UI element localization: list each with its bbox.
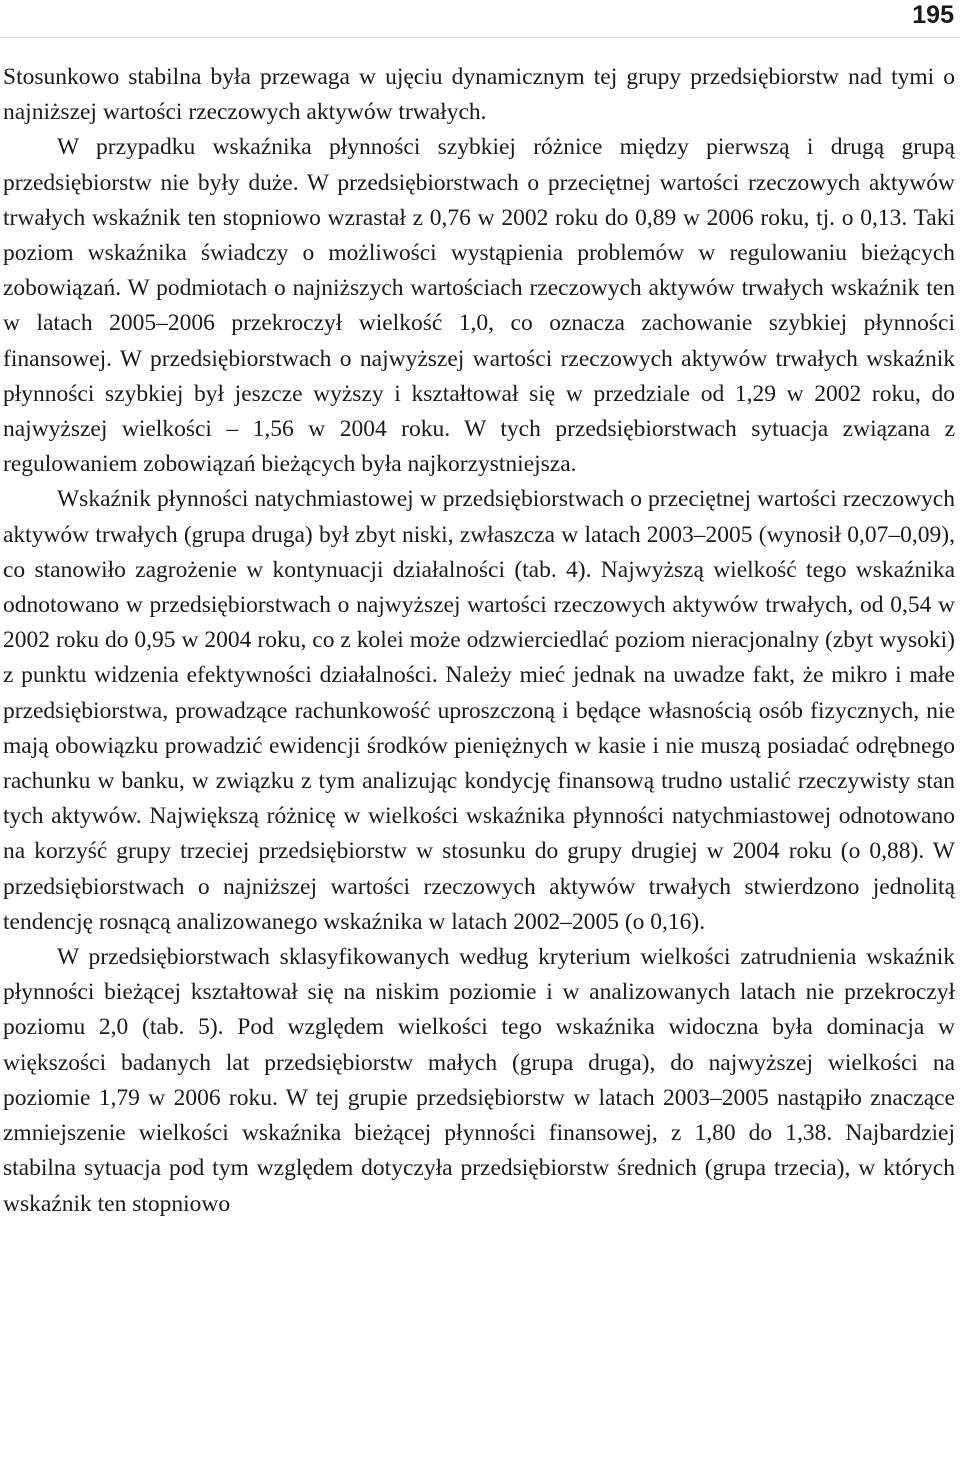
paragraph: W przedsiębiorstwach sklasyfikowanych według kryterium wielkości zatrudnienia wskaźnik płynności bieżącej kształtował się na niskim poziomie i w analizowanych latach nie przekroczył poziomu 2,0 (tab. 5). Pod względem wielkości tego wskaźnika widoczna była dominacja w większości badanych lat przedsiębiorstw małych (grupa druga), do najwyższej wielkości na poziomie 1,79 w 2006 roku. W tej grupie przedsiębiorstw w latach 2003–2005 nastąpiło znaczące zmniejszenie wielkości wskaźnika bieżącej płynności finansowej, z 1,80 do 1,38. Najbardziej stabilna sytuacja pod tym względem dotyczyła przedsiębiorstw średnich (grupa trzecia), w których wskaźnik ten stopniowo <box>3 944 955 1217</box>
paragraph: Stosunkowo stabilna była przewaga w ujęciu dynamicznym tej grupy przedsiębiorstw nad tymi o najniższej wartości rzeczowych aktywów trwałych. <box>3 64 955 126</box>
page-number: 195 <box>912 1 954 29</box>
paragraph: Wskaźnik płynności natychmiastowej w przedsiębiorstwach o przeciętnej wartości rzeczowych aktywów trwałych (grupa druga) był zbyt niski, zwłaszcza w latach 2003–2005 (wynosił 0,07–0,09), co stanowiło zagrożenie w kontynuacji działalności (tab. 4). Najwyższą wielkość tego wskaźnika odnotowano w przedsiębiorstwach o najwyższej wartości rzeczowych aktywów trwałych, od 0,54 w 2002 roku do 0,95 w 2004 roku, co z kolei może odzwierciedlać poziom nieracjonalny (zbyt wysoki) z punktu widzenia efektywności działalności. Należy mieć jednak na uwadze fakt, że mikro i małe przedsiębiorstwa, prowadzące rachunkowość uproszczoną i będące własnością osób fizycznych, nie mają obowiązku prowadzić ewidencji środków pieniężnych w kasie i nie muszą posiadać odrębnego rachunku w banku, w związku z tym analizując kondycję finansową trudno ustalić rzeczywisty stan tych aktywów. Największą różnicę w wielkości wskaźnika płynności natychmiastowej odnotowano na korzyść grupy trzeciej przedsiębiorstw w stosunku do grupy drugiej w 2004 roku (o 0,88). W przedsiębiorstwach o najniższej wartości rzeczowych aktywów trwałych stwierdzono jednolitą tendencję rosnącą analizowanego wskaźnika w latach 2002–2005 (o 0,16). <box>3 486 955 935</box>
paragraph: W przypadku wskaźnika płynności szybkiej różnice między pierwszą i drugą grupą przedsiębiorstw nie były duże. W przedsiębiorstwach o przeciętnej wartości rzeczowych aktywów trwałych wskaźnik ten stopniowo wzrastał z 0,76 w 2002 roku do 0,89 w 2006 roku, tj. o 0,13. Taki poziom wskaźnika świadczy o możliwości wystąpienia problemów w regulowaniu bieżących zobowiązań. W podmiotach o najniższych wartościach rzeczowych aktywów trwałych wskaźnik ten w latach 2005–2006 przekroczył wielkość 1,0, co oznacza zachowanie szybkiej płynności finansowej. W przedsiębiorstwach o najwyższej wartości rzeczowych aktywów trwałych wskaźnik płynności szybkiej był jeszcze wyższy i kształtował się w przedziale od 1,29 w 2002 roku, do najwyższej wielkości – 1,56 w 2004 roku. W tych przedsiębiorstwach sytuacja związana z regulowaniem zobowiązań bieżących była najkorzystniejsza. <box>3 134 955 478</box>
header-divider <box>0 37 960 38</box>
body-text <box>3 60 955 1222</box>
